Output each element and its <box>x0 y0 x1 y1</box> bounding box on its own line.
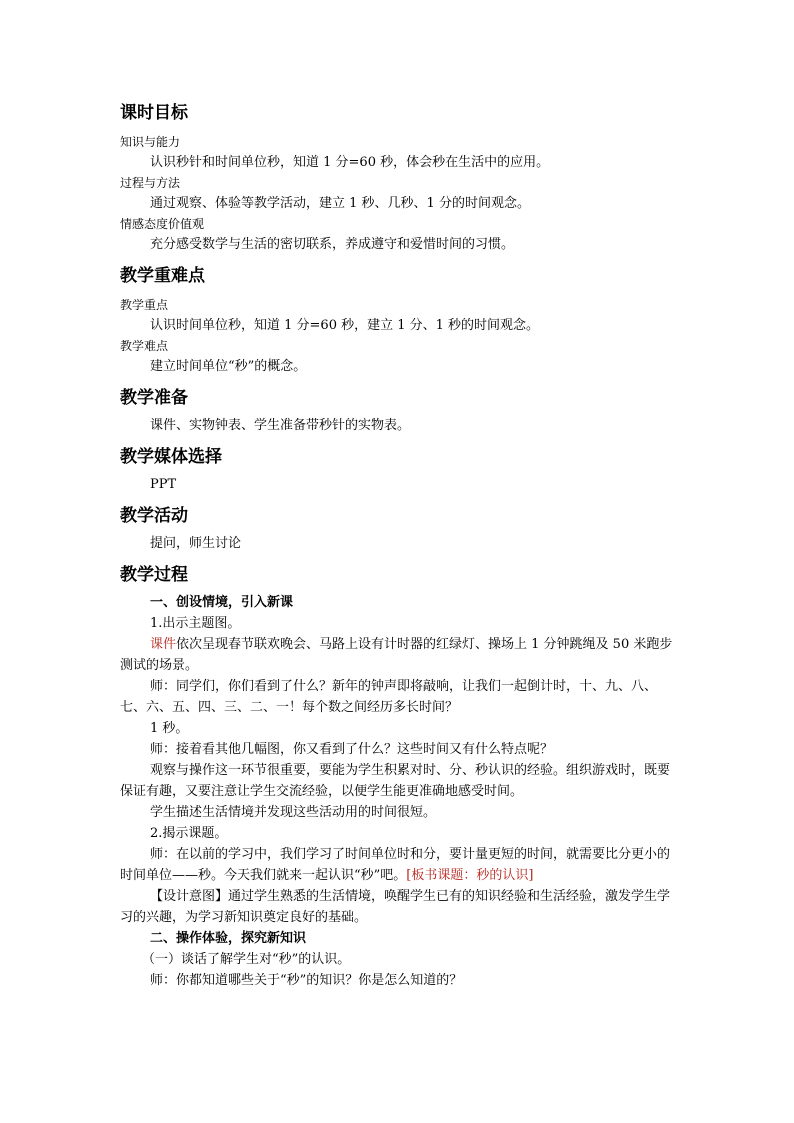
text-focus: 认识时间单位秒，知道 1 分=60 秒，建立 1 分、1 秒的时间观念。 <box>150 318 540 333</box>
text-emotion: 充分感受数学与生活的密切联系，养成遵守和爱惜时间的习惯。 <box>150 237 515 252</box>
process-step-1-1: 1.出示主题图。 <box>150 616 241 631</box>
heading-keypoints: 教学重难点 <box>120 266 205 286</box>
text-activity: 提问，师生讨论 <box>150 536 242 551</box>
courseware-text: 依次呈现春节联欢晚会、马路上设有计时器的红绿灯、操场上 1 分钟跳绳及 50 米跑步测试的场景。 <box>120 637 673 673</box>
process-courseware-para <box>120 634 680 676</box>
process-section-2-title: 二、操作体验，探究新知识 <box>150 931 307 946</box>
teacher-line-2: 师：接着看其他几幅图，你又看到了什么？这些时间又有什么特点呢？ <box>150 742 554 757</box>
board-note: [板书课题：秒的认识] <box>406 868 534 883</box>
teacher-line-1: 师：同学们，你们看到了什么？新年的钟声即将敲响，让我们一起倒计时，十、九、八、七、六、五、四、三、二、一！每个数之间经历多长时间？ <box>120 679 658 715</box>
process-step-2-1: （一）谈话了解学生对“秒”的认识。 <box>142 952 351 967</box>
student-desc-para: 学生描述生活情境并发现这些活动用的时间很短。 <box>150 805 437 820</box>
label-difficulty: 教学难点 <box>120 339 169 353</box>
text-media: PPT <box>150 477 177 492</box>
process-step-1-2: 2.揭示课题。 <box>150 826 228 841</box>
heading-media: 教学媒体选择 <box>120 447 222 467</box>
teacher-line-4: 师：你都知道哪些关于“秒”的知识？你是怎么知道的？ <box>150 973 463 988</box>
process-section-1-title: 一、创设情境，引入新课 <box>150 595 294 610</box>
answer-line-1: 1 秒。 <box>150 721 189 736</box>
design-intent-para: 【设计意图】通过学生熟悉的生活情境，唤醒学生已有的知识经验和生活经验，激发学生学习的兴趣，为学习新知识奠定良好的基础。 <box>120 889 671 925</box>
label-focus: 教学重点 <box>120 298 169 312</box>
label-process: 过程与方法 <box>120 176 181 190</box>
label-knowledge: 知识与能力 <box>120 135 181 149</box>
observe-para: 观察与操作这一环节很重要，要能为学生积累对时、分、秒认识的经验。组织游戏时，既要保证有趣，又要注意让学生交流经验，以便学生能更准确地感受时间。 <box>120 763 671 799</box>
text-process: 通过观察、体验等教学活动，建立 1 秒、几秒、1 分的时间观念。 <box>150 196 530 211</box>
teacher-line-3-text: 师：在以前的学习中，我们学习了时间单位时和分，要计量更短的时间，就需要比分更小的时间单位——秒。今天我们就来一起认识“秒”吧。 <box>120 847 671 883</box>
teacher-line-3 <box>120 844 680 886</box>
text-prep: 课件、实物钟表、学生准备带秒针的实物表。 <box>150 418 411 433</box>
heading-goals: 课时目标 <box>120 103 188 123</box>
heading-process: 教学过程 <box>120 565 188 585</box>
text-knowledge: 认识秒针和时间单位秒，知道 1 分=60 秒，体会秒在生活中的应用。 <box>150 155 550 170</box>
heading-prep: 教学准备 <box>120 388 188 408</box>
text-difficulty: 建立时间单位“秒”的概念。 <box>150 359 307 374</box>
document-page <box>120 102 680 991</box>
courseware-word: 课件 <box>150 637 177 652</box>
label-emotion: 情感态度价值观 <box>120 217 205 231</box>
heading-activity: 教学活动 <box>120 506 188 526</box>
